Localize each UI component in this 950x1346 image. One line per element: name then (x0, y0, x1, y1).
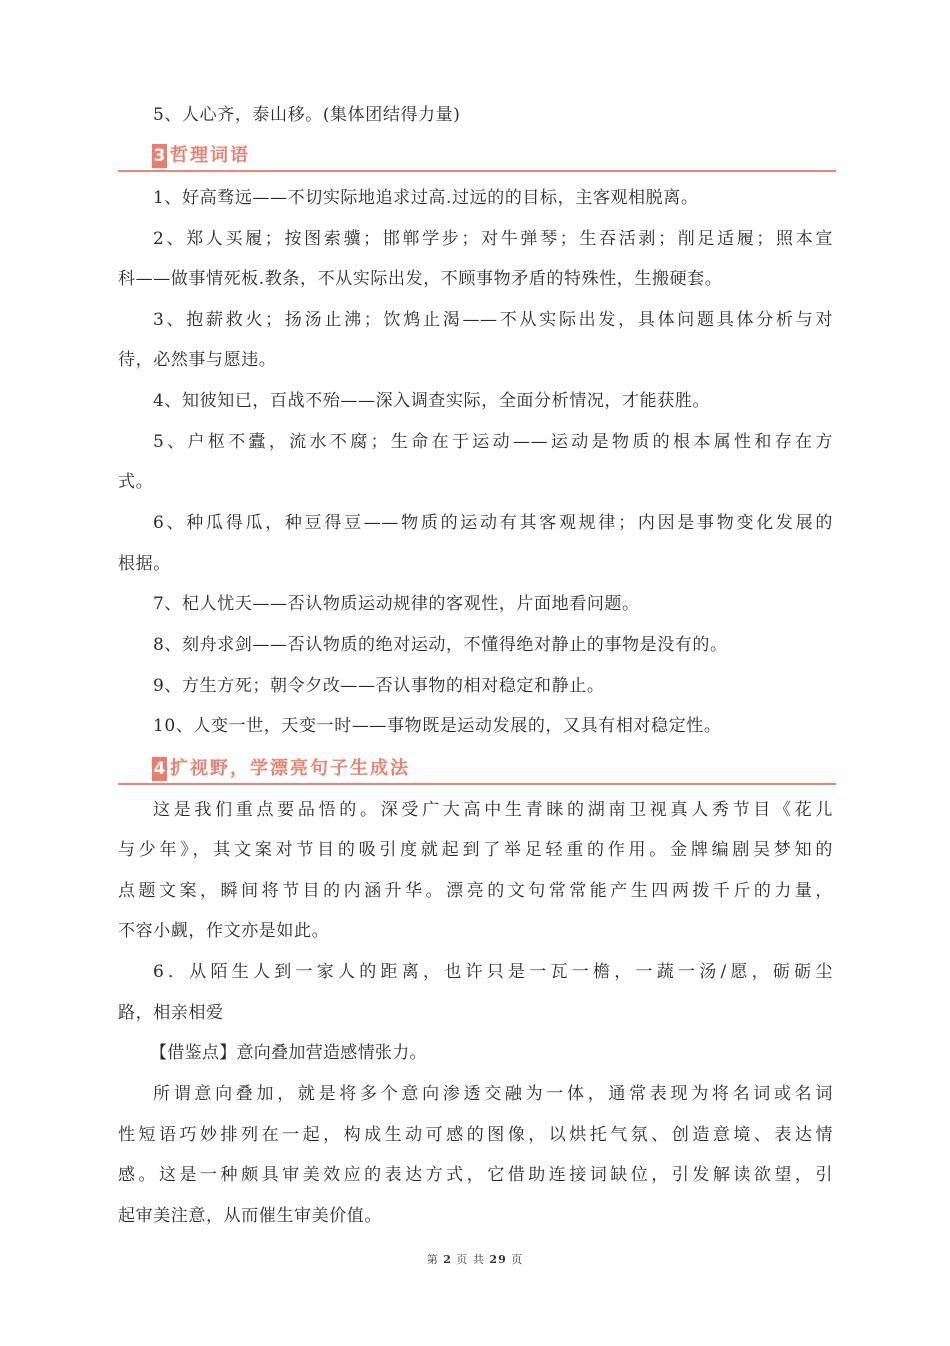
text-line: 待，必然事与愿违。 (118, 350, 277, 370)
text-line: 起审美注意，从而催生审美价值。 (118, 1206, 382, 1226)
text-line: 路，相亲相爱 (118, 1003, 224, 1023)
footer-page-number: 2 (443, 1253, 452, 1266)
section-number: 4 (153, 759, 166, 779)
footer-total-pages: 29 (489, 1253, 507, 1266)
text-line: 6．从陌生人到一家人的距离，也许只是一瓦一檐，一蔬一汤/愿，砺砺尘 (153, 962, 833, 982)
text-line: 性短语巧妙排列在一起，构成生动可感的图像，以烘托气氛、创造意境、表达情 (118, 1125, 833, 1145)
section-title: 扩视野，学漂亮句子生成法 (170, 758, 410, 779)
footer-suffix: 页 (511, 1253, 524, 1266)
section-title: 哲理词语 (170, 145, 250, 166)
text-line: 2、郑人买履；按图索骥；邯郸学步；对牛弹琴；生吞活剥；削足适履；照本宣 (153, 229, 833, 249)
section-heading-3 (118, 144, 836, 172)
text-line: 不容小觑，作文亦是如此。 (118, 921, 330, 941)
text-line: 根据。 (118, 554, 171, 574)
text-line: 9、方生方死；朝令夕改——否认事物的相对稳定和静止。 (153, 676, 605, 696)
text-line: 科——做事情死板.教条，不从实际出发，不顾事物矛盾的特殊性，生搬硬套。 (118, 269, 723, 289)
text-line: 4、知彼知已，百战不殆——深入调查实际，全面分析情况，才能获胜。 (153, 391, 711, 411)
section-number: 3 (153, 146, 166, 166)
jianjian-point: 【借鉴点】意向叠加营造感情张力。 (150, 1043, 427, 1063)
text-line: 点题文案，瞬间将节目的内涵升华。漂亮的文句常常能产生四两拨千斤的力量， (118, 881, 833, 901)
text-line: 所谓意向叠加，就是将多个意向渗透交融为一体，通常表现为将名词或名词 (153, 1084, 833, 1104)
text-line: 1、好高骛远——不切实际地追求过高.过远的的目标，主客观相脱离。 (153, 188, 699, 208)
page-footer (0, 1251, 950, 1267)
text-line: 6、种瓜得瓜，种豆得豆——物质的运动有其客观规律；内因是事物变化发展的 (153, 513, 833, 533)
text-line: 感。这是一种颇具审美效应的表达方式，它借助连接词缺位，引发解读欲望，引 (118, 1165, 833, 1185)
text-line: 与少年》，其文案对节目的吸引度就起到了举足轻重的作用。金牌编剧吴梦知的 (118, 840, 833, 860)
section-heading-4 (118, 757, 836, 785)
text-line: 3、抱薪救火；扬汤止沸；饮鸩止渴——不从实际出发，具体问题具体分析与对 (153, 310, 833, 330)
text-line: 5、户枢不蠹，流水不腐；生命在于运动——运动是物质的根本属性和存在方 (153, 432, 833, 452)
text-line: 8、刻舟求剑——否认物质的绝对运动，不懂得绝对静止的事物是没有的。 (153, 635, 728, 655)
footer-middle: 页 共 (456, 1253, 485, 1266)
footer-prefix: 第 (426, 1253, 439, 1266)
text-line: 5、人心齐，泰山移。(集体团结得力量) (153, 105, 461, 125)
text-line: 这是我们重点要品悟的。深受广大高中生青睐的湖南卫视真人秀节目《花儿 (153, 800, 833, 820)
text-line: 式。 (118, 472, 154, 492)
text-line: 10、人变一世，天变一时——事物既是运动发展的，又具有相对稳定性。 (153, 716, 722, 736)
text-line: 7、杞人忧天——否认物质运动规律的客观性，片面地看问题。 (153, 594, 640, 614)
